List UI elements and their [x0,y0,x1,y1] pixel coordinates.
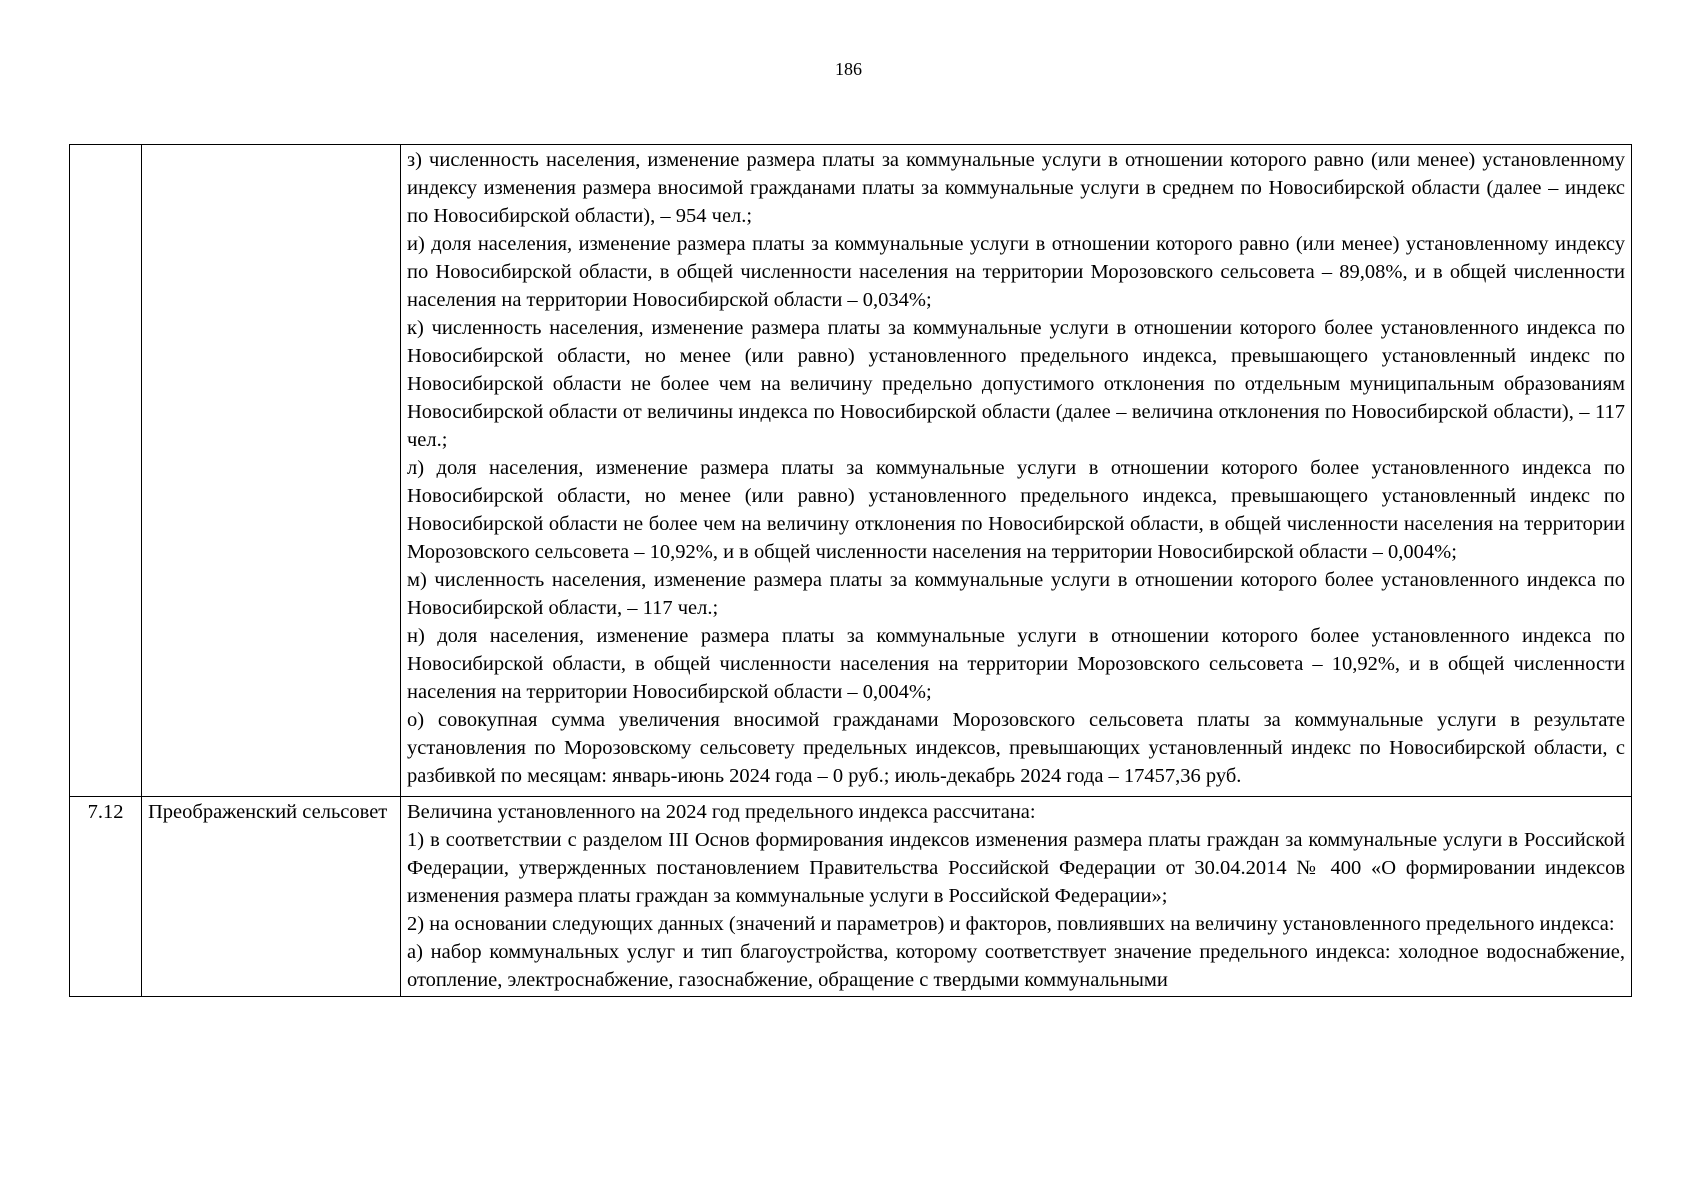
paragraph-z: з) численность населения, изменение размера платы за коммунальные услуги в отношении которого равно (или менее) установленному индексу изменения размера вносимой гражданами платы за коммунальные услуги в среднем по Новосибирской области (далее – индекс по Новосибирской области), – 954 чел.; [407,149,1625,227]
paragraph-i: и) доля населения, изменение размера платы за коммунальные услуги в отношении которого равно (или менее) установленному индексу по Новосибирской области, в общей численности населения на территории Морозовского сельсовета – 89,08%, и в общей численности населения на территории Новосибирской области – 0,034%; [407,233,1625,311]
row-number-cell [70,145,142,797]
paragraph-k: к) численность населения, изменение размера платы за коммунальные услуги в отношении которого более установленного индекса по Новосибирской области, но менее (или равно) установленного предельного индекса, превышающего установленный индекс по Новосибирской области не более чем на величину предельно допустимого отклонения по отдельным муниципальным образованиям Новосибирской области от величины индекса по Новосибирской области (далее – величина отклонения по Новосибирской области), – 117 чел.; [407,317,1625,451]
municipal-index-table [69,144,1632,997]
paragraph-m: м) численность населения, изменение размера платы за коммунальные услуги в отношении которого более установленного индекса по Новосибирской области, – 117 чел.; [407,569,1625,619]
row-number-cell: 7.12 [70,797,142,997]
paragraph-intro: Величина установленного на 2024 год предельного индекса рассчитана: [407,801,1036,823]
municipality-name-cell: Преображенский сельсовет [142,797,401,997]
paragraph-n: н) доля населения, изменение размера платы за коммунальные услуги в отношении которого более установленного индекса по Новосибирской области, в общей численности населения на территории Морозовского сельсовета – 10,92%, и в общей численности населения на территории Новосибирской области – 0,004%; [407,625,1625,703]
municipality-name-cell [142,145,401,797]
paragraph-o: о) совокупная сумма увеличения вносимой гражданами Морозовского сельсовета платы за коммунальные услуги в результате установления по Морозовскому сельсовету предельных индексов, превышающих установленный индекс по Новосибирской области, с разбивкой по месяцам: январь-июнь 2024 года – 0 руб.; июль-декабрь 2024 года – 17457,36 руб. [407,709,1625,787]
table-row [70,145,1632,797]
table-row [70,797,1632,997]
paragraph-a: а) набор коммунальных услуг и тип благоустройства, которому соответствует значение предельного индекса: холодное водоснабжение, отопление, электроснабжение, газоснабжение, обращение с твердыми коммунальными [407,941,1625,991]
paragraph-2: 2) на основании следующих данных (значений и параметров) и факторов, повлиявших на величину установленного предельного индекса: [407,913,1615,935]
description-cell [401,797,1632,997]
description-cell [401,145,1632,797]
paragraph-1: 1) в соответствии с разделом III Основ формирования индексов изменения размера платы граждан за коммунальные услуги в Российской Федерации, утвержденных постановлением Правительства Российской Федерации от 30.04.2014 № 400 «О формировании индексов изменения размера платы граждан за коммунальные услуги в Российской Федерации»; [407,829,1625,907]
paragraph-l: л) доля населения, изменение размера платы за коммунальные услуги в отношении которого более установленного индекса по Новосибирской области, но менее (или равно) установленного предельного индекса, превышающего установленный индекс по Новосибирской области не более чем на величину отклонения по Новосибирской области, в общей численности населения на территории Морозовского сельсовета – 10,92%, и в общей численности населения на территории Новосибирской области – 0,004%; [407,457,1625,563]
page-number: 186 [835,59,862,79]
